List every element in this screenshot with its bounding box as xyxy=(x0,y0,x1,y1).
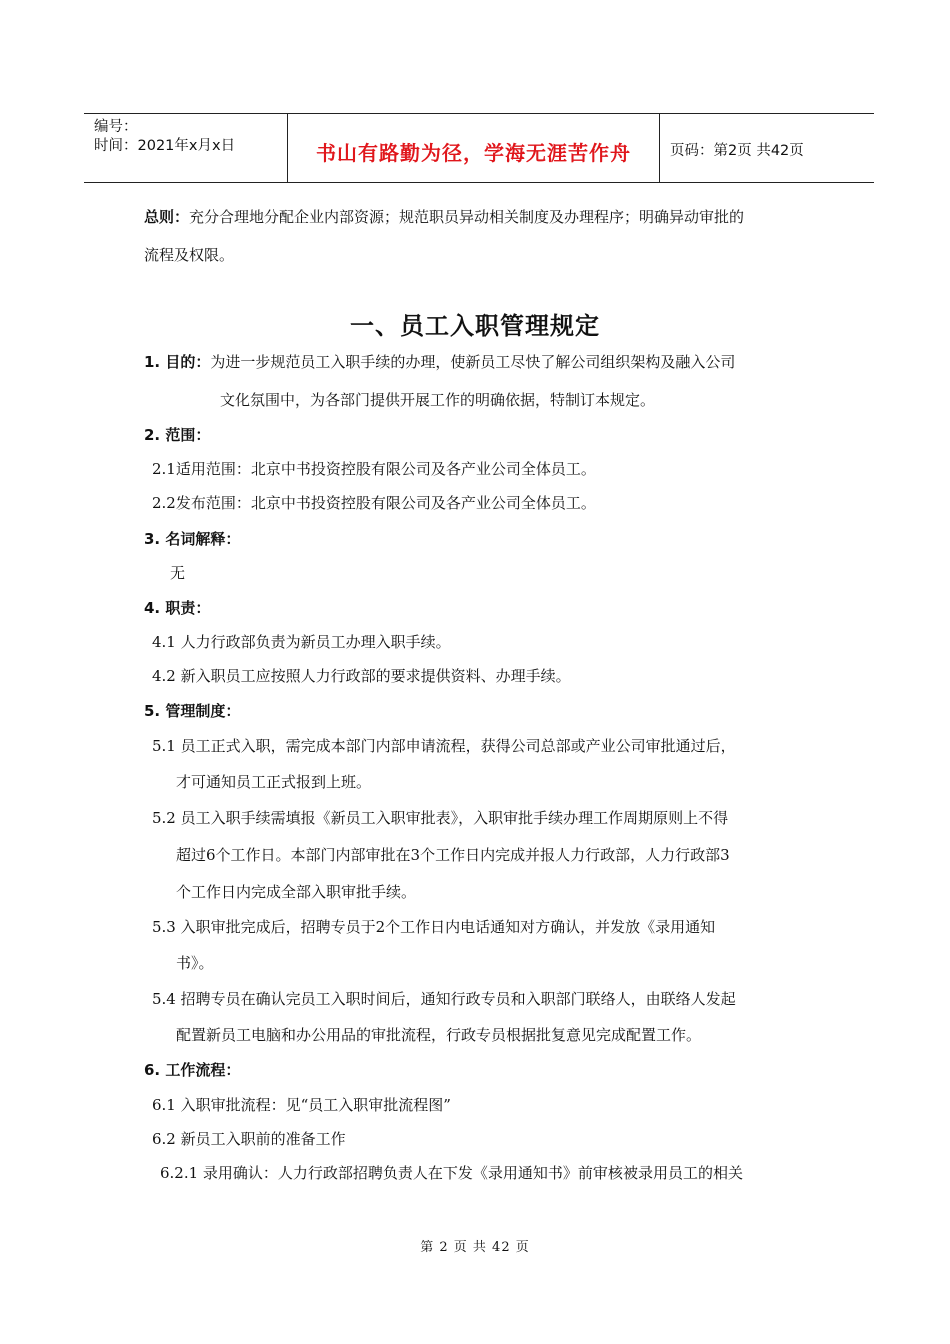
purpose-label: 1. 目的： xyxy=(144,353,211,371)
management-item-5-2-line2: 超过6个工作日。本部门内部审批在3个工作日内完成并报人力行政部，人力行政部3 xyxy=(176,846,730,864)
purpose-paragraph xyxy=(144,352,735,372)
terms-label: 3. 名词解释： xyxy=(144,530,241,548)
general-label: 总则： xyxy=(144,208,190,226)
duties-item-1: 4.1 人力行政部负责为新员工办理入职手续。 xyxy=(152,633,451,651)
general-text-line1: 充分合理地分配企业内部资源；规范职员异动相关制度及办理程序；明确异动审批的 xyxy=(189,208,745,226)
general-text-line2: 流程及权限。 xyxy=(144,246,235,264)
purpose-text-line1: 为进一步规范员工入职手续的办理，使新员工尽快了解公司组织架构及融入公司 xyxy=(210,353,736,371)
header-page-info: 页码：第2页 共42页 xyxy=(670,142,804,159)
duties-label: 4. 职责： xyxy=(144,599,211,617)
scope-item-publish: 2.2发布范围：北京中书投资控股有限公司及各产业公司全体员工。 xyxy=(152,494,596,512)
purpose-text-line2: 文化氛围中，为各部门提供开展工作的明确依据，特制订本规定。 xyxy=(220,391,656,409)
workflow-label: 6. 工作流程： xyxy=(144,1061,241,1079)
management-label: 5. 管理制度： xyxy=(144,702,241,720)
document-header xyxy=(84,113,874,183)
management-item-5-4-line2: 配置新员工电脑和办公用品的审批流程，行政专员根据批复意见完成配置工作。 xyxy=(176,1026,702,1044)
scope-item-applicable: 2.1适用范围：北京中书投资控股有限公司及各产业公司全体员工。 xyxy=(152,460,596,478)
management-item-5-3-line2: 书》。 xyxy=(176,954,214,972)
workflow-item-6-2: 6.2 新员工入职前的准备工作 xyxy=(152,1130,346,1148)
management-item-5-2-line3: 个工作日内完成全部入职审批手续。 xyxy=(176,883,417,901)
management-item-5-1-line2: 才可通知员工正式报到上班。 xyxy=(176,773,372,791)
general-paragraph xyxy=(144,207,744,227)
page-footer: 第 2 页 共 42 页 xyxy=(420,1240,530,1255)
header-meta-cell xyxy=(84,114,288,182)
management-item-5-1-line1: 5.1 员工正式入职，需完成本部门内部申请流程，获得公司总部或产业公司审批通过后， xyxy=(152,737,736,755)
management-item-5-4-line1: 5.4 招聘专员在确认完员工入职时间后，通知行政专员和入职部门联络人，由联络人发起 xyxy=(152,990,736,1008)
management-item-5-2-line1: 5.2 员工入职手续需填报《新员工入职审批表》，入职审批手续办理工作周期原则上不得 xyxy=(152,809,729,827)
workflow-item-6-2-1: 6.2.1 录用确认：人力行政部招聘负责人在下发《录用通知书》前审核被录用员工的相关 xyxy=(160,1164,743,1182)
terms-body: 无 xyxy=(170,564,186,582)
section-title: 一、员工入职管理规定 xyxy=(350,312,600,340)
management-item-5-3-line1: 5.3 入职审批完成后，招聘专员于2个工作日内电话通知对方确认，并发放《录用通知 xyxy=(152,918,716,936)
workflow-item-6-1: 6.1 入职审批流程：见“员工入职审批流程图” xyxy=(152,1096,451,1114)
header-motto: 书山有路勤为径，学海无涯苦作舟 xyxy=(288,114,660,182)
document-date-label: 时间：2021年x月x日 xyxy=(94,138,236,154)
duties-item-2: 4.2 新入职员工应按照人力行政部的要求提供资料、办理手续。 xyxy=(152,667,571,685)
scope-label: 2. 范围： xyxy=(144,426,211,444)
document-number-label: 编号： xyxy=(94,119,138,135)
